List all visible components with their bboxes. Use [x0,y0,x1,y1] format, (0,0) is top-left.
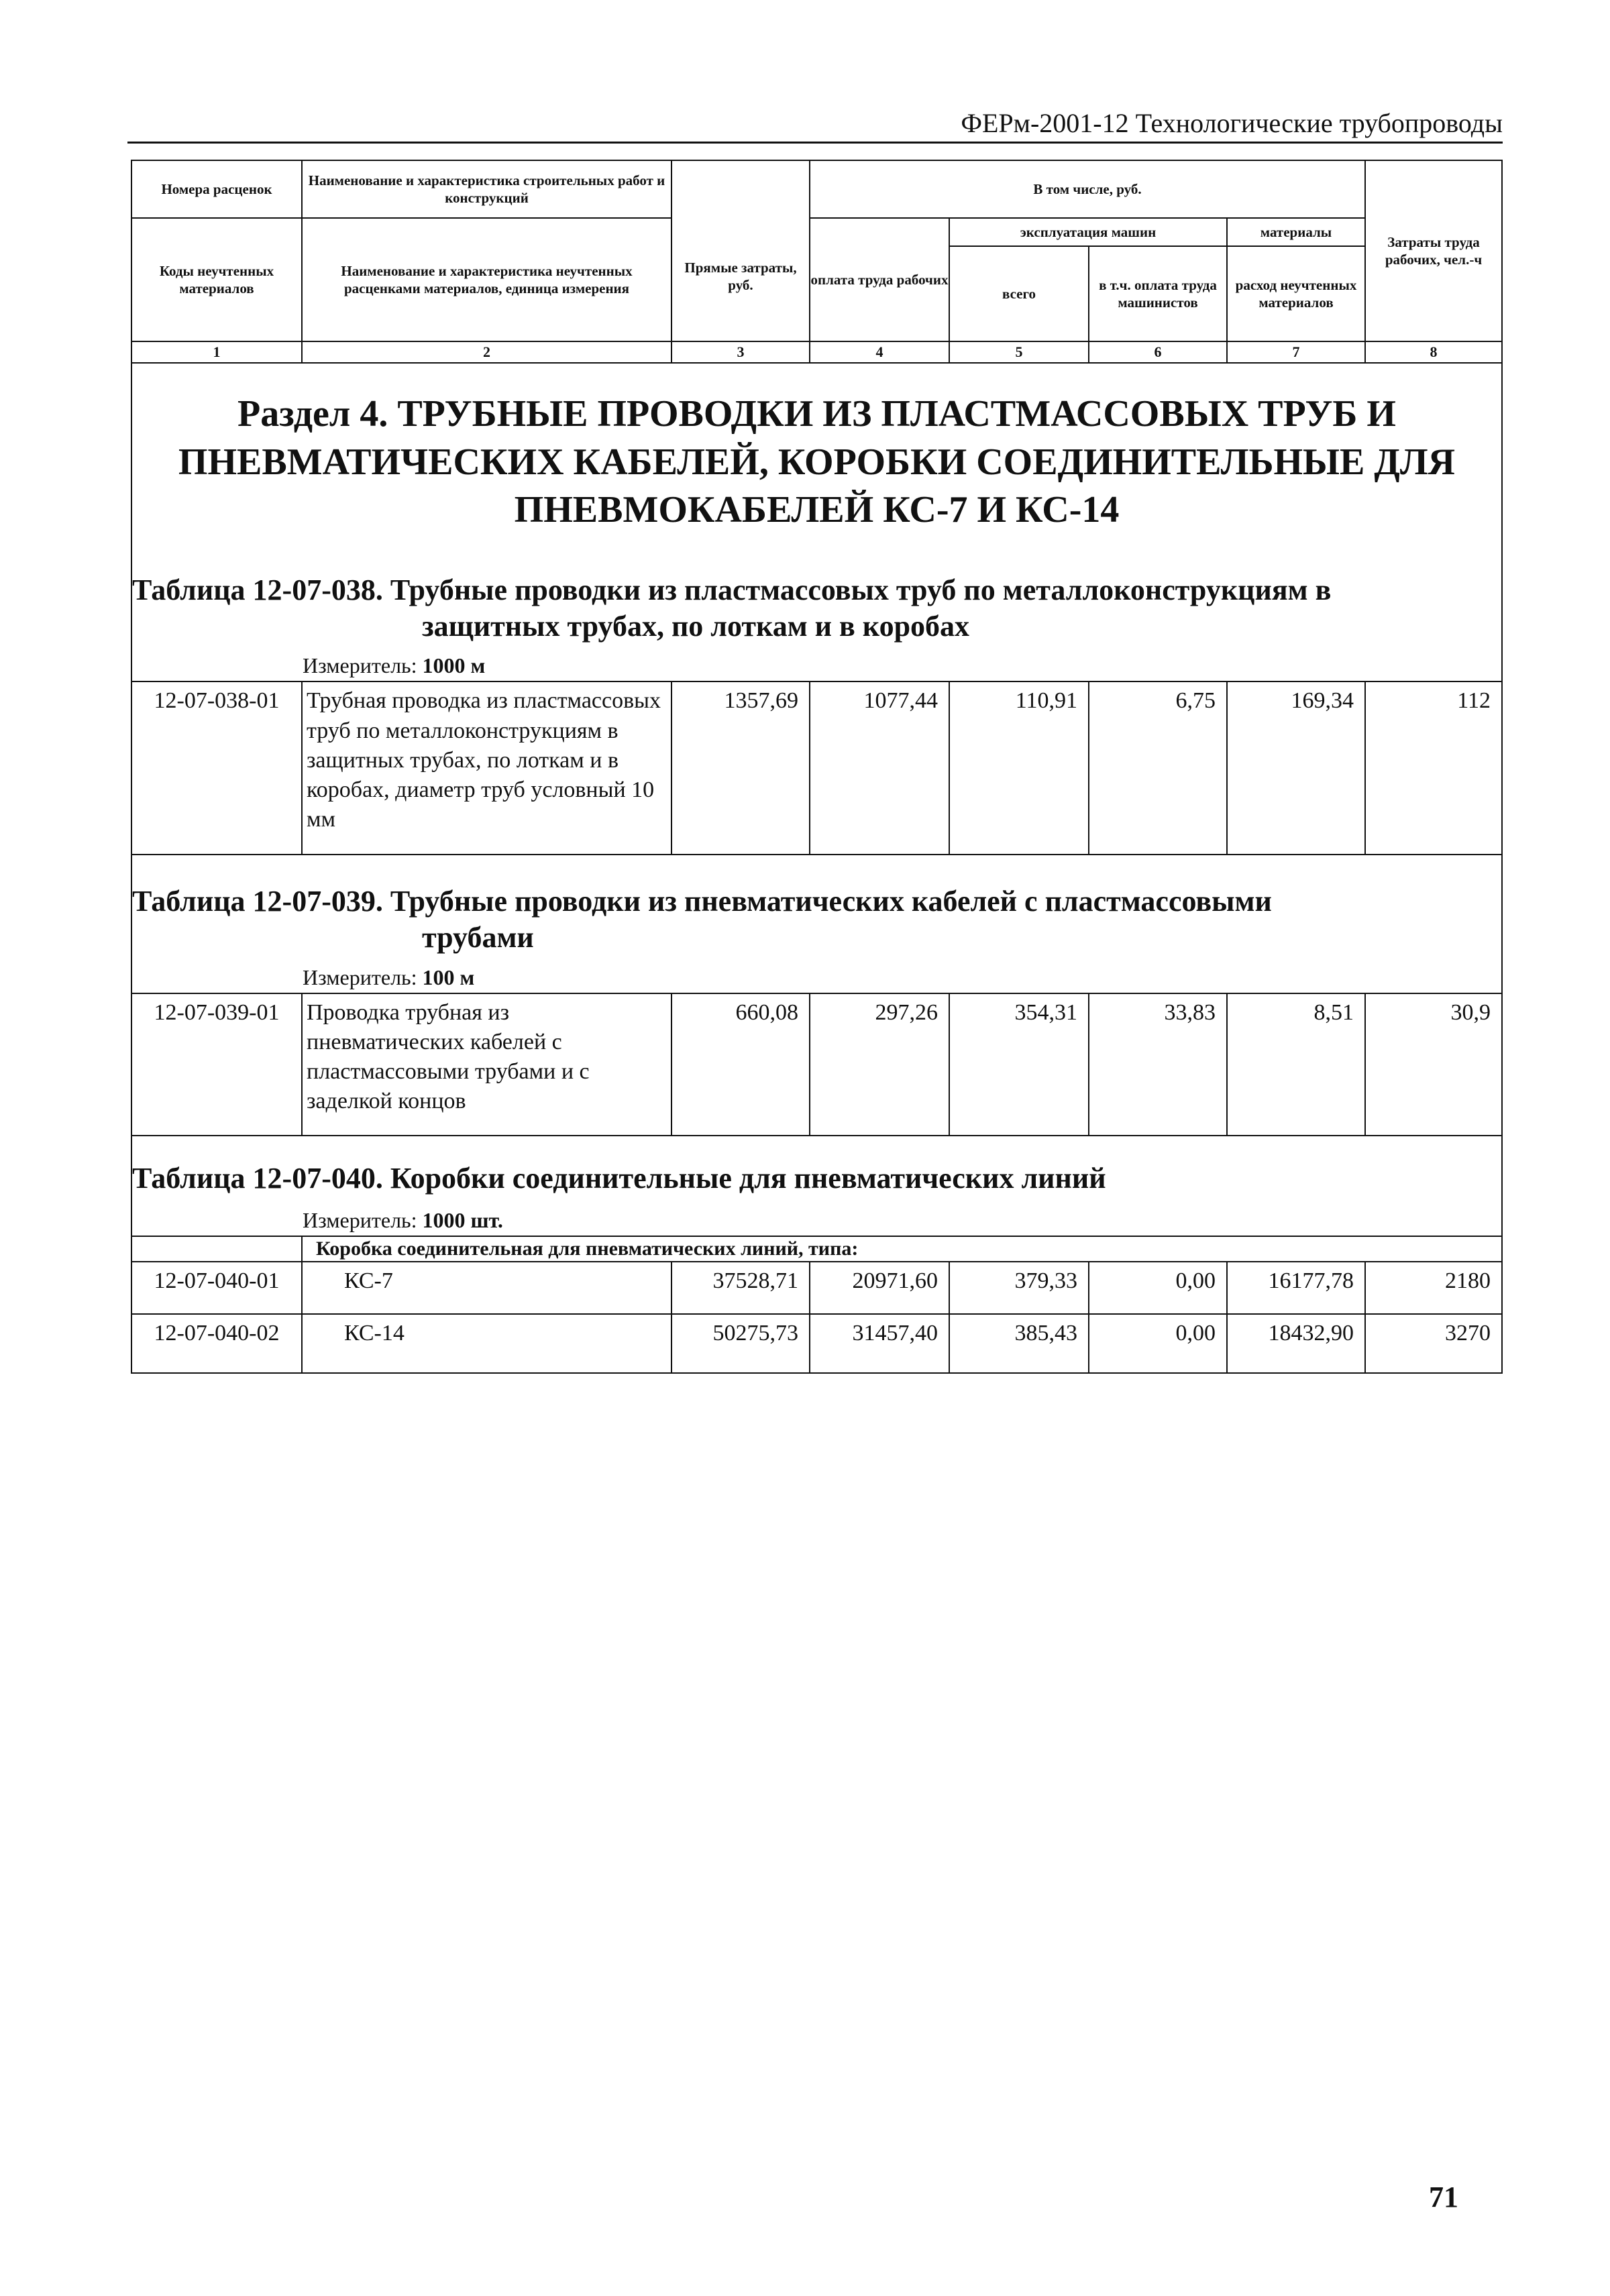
table-title-lead: Таблица 12-07-040. Коробки соединительные для пневматических линий [132,1161,1106,1195]
table-038-heading [131,568,1502,681]
header-rate-numbers: Номера расценок [131,160,302,218]
table-title-lead: Таблица 12-07-039. Трубные проводки из пневматических кабелей с пластмассовыми [132,885,1272,918]
table-title-rest: трубами [422,921,534,954]
operator-pay: 0,00 [1089,1262,1227,1314]
section-block [131,363,1502,568]
unit-value: 100 м [422,965,475,989]
table-title [132,855,1501,955]
table-row [131,993,1502,1136]
header-labor-hours: Затраты труда рабочих, чел.-ч [1365,160,1502,341]
column-number: 3 [672,341,810,363]
table-row [131,1314,1502,1373]
labor-hours: 112 [1365,681,1502,855]
unit-line [132,644,1501,681]
rates-table [131,160,1503,1374]
subtitle: Коробка соединительная для пневматических линий, типа: [302,1236,1502,1262]
worker-pay: 31457,40 [810,1314,949,1373]
table-row [131,681,1502,855]
table-title-lead: Таблица 12-07-038. Трубные проводки из пластмассовых труб по металлоконструкциям в [132,573,1332,607]
table-title [132,1136,1501,1197]
column-number: 6 [1089,341,1227,363]
table-row [131,1262,1502,1314]
column-number: 4 [810,341,949,363]
unit-value: 1000 шт. [422,1208,503,1233]
operator-pay: 0,00 [1089,1314,1227,1373]
machines-total: 354,31 [949,993,1089,1136]
operator-pay: 33,83 [1089,993,1227,1136]
table-040-heading [131,1136,1502,1237]
labor-hours: 30,9 [1365,993,1502,1136]
header-operator-pay: в т.ч. оплата труда машинистов [1089,246,1227,341]
machines-total: 110,91 [949,681,1089,855]
header-machines-total: всего [949,246,1089,341]
unit-label: Измеритель: [303,1208,417,1233]
direct-costs: 37528,71 [672,1262,810,1314]
rate-code: 12-07-040-02 [131,1314,302,1373]
rate-code: 12-07-040-01 [131,1262,302,1314]
table-title [132,568,1501,644]
header-materials: материалы [1227,218,1365,246]
header-worker-pay: оплата труда рабочих [810,218,949,341]
header-machine-operation: эксплуатация машин [949,218,1227,246]
header-work-name: Наименование и характеристика строительных работ и конструкций [302,160,672,218]
table-title-rest: защитных трубах, по лоткам и в коробах [422,609,970,643]
materials-cost: 18432,90 [1227,1314,1365,1373]
operator-pay: 6,75 [1089,681,1227,855]
column-number: 8 [1365,341,1502,363]
direct-costs: 660,08 [672,993,810,1136]
direct-costs: 1357,69 [672,681,810,855]
rate-description: Трубная проводка из пластмассовых труб по металлоконструкциям в защитных трубах, по лоткам и в коробах, диаметр труб условный 10 мм [302,681,672,855]
column-number: 5 [949,341,1089,363]
worker-pay: 20971,60 [810,1262,949,1314]
subtitle-spacer [131,1236,302,1262]
worker-pay: 1077,44 [810,681,949,855]
rate-description: Проводка трубная из пневматических кабелей с пластмассовыми трубами и с заделкой концов [302,993,672,1136]
machines-total: 385,43 [949,1314,1089,1373]
header-material-codes: Коды неучтенных материалов [131,218,302,341]
unit-label: Измеритель: [303,965,417,989]
column-number: 2 [302,341,672,363]
rate-code: 12-07-039-01 [131,993,302,1136]
unit-label: Измеритель: [303,653,417,678]
labor-hours: 2180 [1365,1262,1502,1314]
unit-line [132,956,1501,993]
table-039-heading [131,855,1502,993]
column-number: 7 [1227,341,1365,363]
header-material-name: Наименование и характеристика неучтенных расценками материалов, единица измерения [302,218,672,341]
rate-description: КС-14 [302,1314,672,1373]
machines-total: 379,33 [949,1262,1089,1314]
page-number: 71 [1429,2181,1458,2213]
section-title: Раздел 4. ТРУБНЫЕ ПРОВОДКИ ИЗ ПЛАСТМАССОВЫХ ТРУБ И ПНЕВМАТИЧЕСКИХ КАБЕЛЕЙ, КОРОБКИ СОЕДИНИТЕЛЬНЫЕ ДЛЯ ПНЕВМОКАБЕЛЕЙ КС-7 И КС-14 [178,393,1456,531]
unit-line [132,1196,1501,1236]
unit-value: 1000 м [422,653,486,678]
labor-hours: 3270 [1365,1314,1502,1373]
materials-cost: 8,51 [1227,993,1365,1136]
running-header: ФЕРм-2001-12 Технологические трубопроводы [127,107,1503,144]
direct-costs: 50275,73 [672,1314,810,1373]
header-direct-costs: Прямые затраты, руб. [672,160,810,341]
worker-pay: 297,26 [810,993,949,1136]
rate-code: 12-07-038-01 [131,681,302,855]
materials-cost: 169,34 [1227,681,1365,855]
header-material-consumption: расход неучтенных материалов [1227,246,1365,341]
materials-cost: 16177,78 [1227,1262,1365,1314]
column-number: 1 [131,341,302,363]
header-including: В том числе, руб. [810,160,1365,218]
rate-description: КС-7 [302,1262,672,1314]
